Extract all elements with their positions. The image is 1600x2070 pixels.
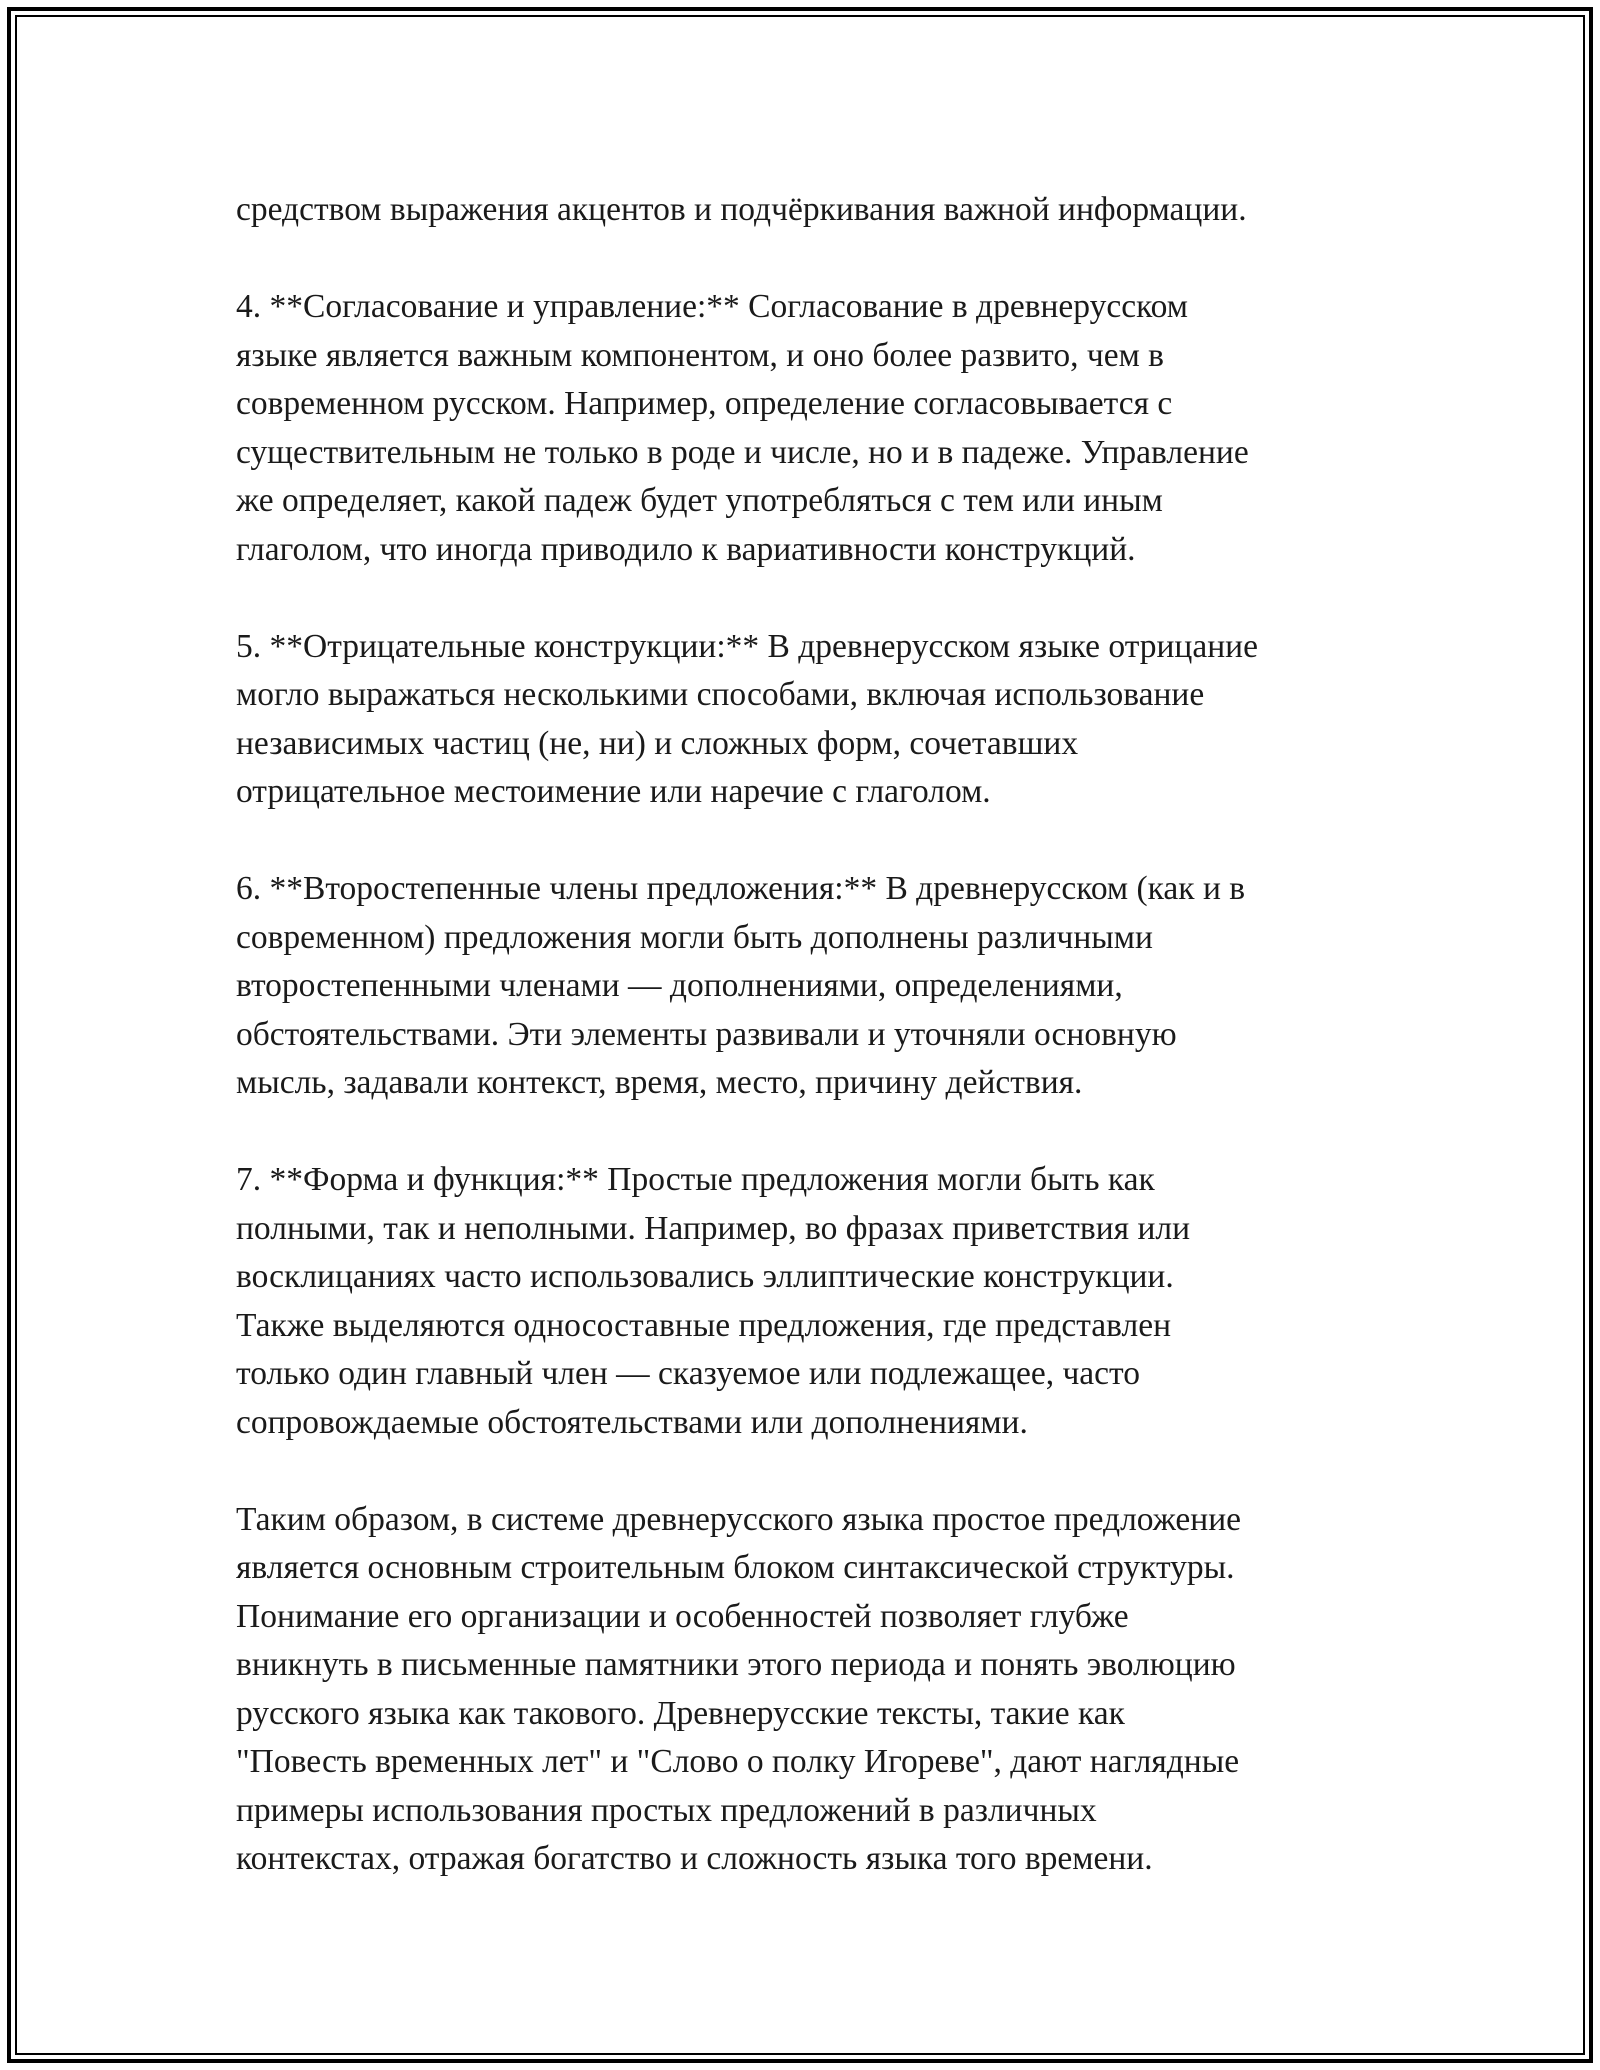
text-line: восклицаниях часто использовались эллиптические конструкции.	[236, 1258, 1174, 1295]
text-line: обстоятельствами. Эти элементы развивали и уточняли основную	[236, 1015, 1177, 1053]
text-line: русского языка как такового. Древнерусские тексты, такие как	[236, 1694, 1125, 1732]
text-line: контекстах, отражая богатство и сложность языка того времени.	[236, 1840, 1153, 1877]
paragraph-item-7	[236, 1156, 1386, 1447]
text-line: языке является важным компонентом, и оно более развито, чем в	[236, 336, 1164, 374]
text-line: могло выражаться несколькими способами, включая использование	[236, 676, 1205, 713]
text-line: 4. **Согласование и управление:** Согласование в древнерусском	[236, 288, 1188, 325]
text-line: только один главный член — сказуемое или подлежащее, часто	[236, 1355, 1140, 1392]
paragraph-continuation	[236, 186, 1386, 235]
text-line: современном русском. Например, определение согласовывается с	[236, 385, 1173, 422]
text-line: 6. **Второстепенные члены предложения:** В древнерусском (как и в	[236, 870, 1246, 907]
text-line: Также выделяются односоставные предложения, где представлен	[236, 1306, 1172, 1344]
paragraph-conclusion	[236, 1496, 1386, 1884]
text-line: глаголом, что иногда приводило к вариативности конструкций.	[236, 530, 1136, 568]
text-line: существительным не только в роде и числе, но и в падеже. Управление	[236, 433, 1249, 471]
text-line: независимых частиц (не, ни) и сложных форм, сочетавших	[236, 724, 1079, 762]
text-line: средством выражения акцентов и подчёркивания важной информации.	[236, 191, 1247, 228]
text-line: современном) предложения могли быть дополнены различными	[236, 918, 1153, 956]
text-line: 5. **Отрицательные конструкции:** В древнерусском языке отрицание	[236, 627, 1258, 665]
text-line: 7. **Форма и функция:** Простые предложения могли быть как	[236, 1161, 1155, 1198]
document-body	[236, 186, 1386, 1932]
text-line: мысль, задавали контекст, время, место, причину действия.	[236, 1064, 1083, 1101]
paragraph-item-4	[236, 283, 1386, 574]
text-line: сопровождаемые обстоятельствами или дополнениями.	[236, 1403, 1028, 1441]
text-line: вникнуть в письменные памятники этого периода и понять эволюцию	[236, 1646, 1236, 1683]
paragraph-item-5	[236, 623, 1386, 817]
paragraph-item-6	[236, 865, 1386, 1108]
text-line: Таким образом, в системе древнерусского языка простое предложение	[236, 1500, 1241, 1538]
text-line: примеры использования простых предложений в различных	[236, 1791, 1097, 1829]
text-line: отрицательное местоимение или наречие с глаголом.	[236, 773, 991, 810]
text-line: является основным строительным блоком синтаксической структуры.	[236, 1549, 1235, 1586]
text-line: второстепенными членами — дополнениями, определениями,	[236, 967, 1123, 1004]
text-line: же определяет, какой падеж будет употребляться с тем или иным	[236, 482, 1163, 519]
text-line: "Повесть временных лет" и "Слово о полку Игореве", дают наглядные	[236, 1743, 1240, 1780]
text-line: полными, так и неполными. Например, во фразах приветствия или	[236, 1209, 1191, 1247]
text-line: Понимание его организации и особенностей позволяет глубже	[236, 1597, 1129, 1635]
